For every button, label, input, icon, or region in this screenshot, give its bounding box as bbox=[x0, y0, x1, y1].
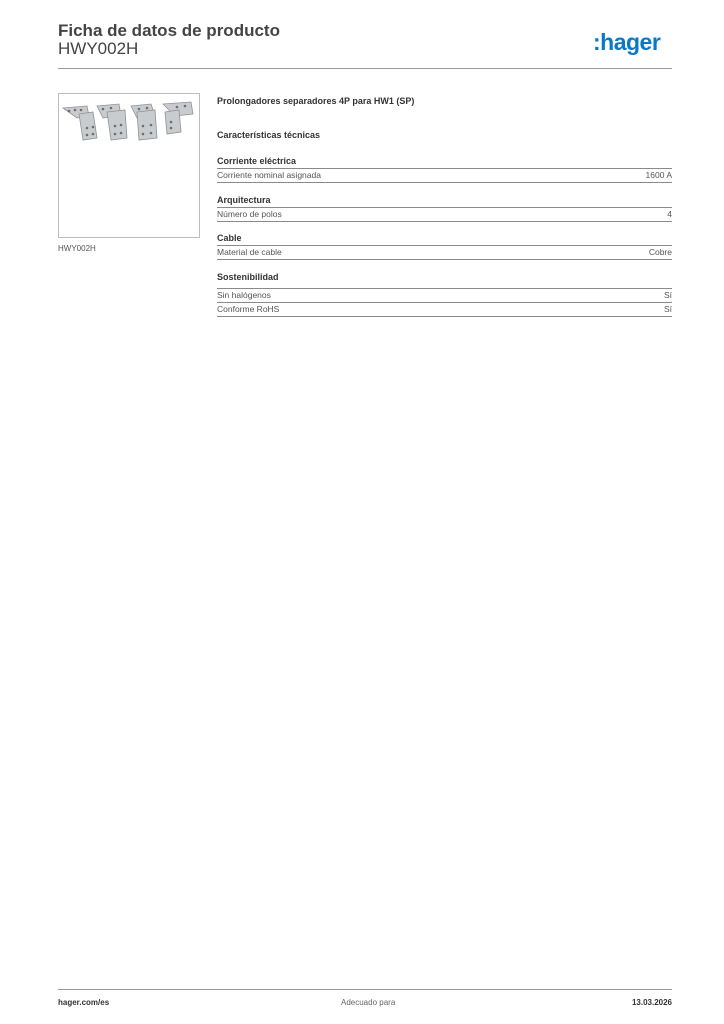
header-divider bbox=[58, 68, 672, 69]
hager-logo: :hager bbox=[593, 29, 661, 55]
technical-section-title: Características técnicas bbox=[217, 130, 321, 140]
row-divider bbox=[217, 259, 672, 260]
group-title-arquitectura: Arquitectura bbox=[217, 195, 271, 205]
image-caption: HWY002H bbox=[58, 244, 96, 253]
spec-label: Corriente nominal asignada bbox=[217, 170, 321, 180]
row-divider bbox=[217, 316, 672, 317]
row-divider bbox=[217, 221, 672, 222]
spec-value: Cobre bbox=[648, 247, 672, 257]
spec-row bbox=[217, 245, 672, 259]
spec-row bbox=[217, 168, 672, 182]
product-image bbox=[58, 93, 200, 238]
footer-suitable-for: Adecuado para bbox=[341, 998, 396, 1007]
spec-label: Material de cable bbox=[217, 247, 282, 257]
spec-label: Conforme RoHS bbox=[217, 304, 280, 314]
group-title-sostenibilidad: Sostenibilidad bbox=[217, 272, 279, 282]
spec-label: Número de polos bbox=[217, 209, 282, 219]
product-name: Prolongadores separadores 4P para HW1 (SP) bbox=[217, 96, 415, 106]
product-code: HWY002H bbox=[58, 39, 139, 58]
footer-divider bbox=[58, 989, 672, 990]
spec-row bbox=[217, 302, 672, 316]
spec-value: Sí bbox=[663, 290, 672, 300]
spec-row bbox=[217, 288, 672, 302]
group-title-cable: Cable bbox=[217, 233, 242, 243]
footer-date: 13.03.2026 bbox=[631, 998, 672, 1007]
spec-value: 1600 A bbox=[645, 170, 672, 180]
busbar-extensions-image bbox=[59, 94, 199, 237]
spec-row bbox=[217, 207, 672, 221]
spec-value: Sí bbox=[663, 304, 672, 314]
row-divider bbox=[217, 182, 672, 183]
spec-label: Sin halógenos bbox=[217, 290, 271, 300]
page-title: Ficha de datos de producto bbox=[58, 21, 280, 40]
group-title-corriente: Corriente eléctrica bbox=[217, 156, 297, 166]
footer-website-link[interactable]: hager.com/es bbox=[58, 998, 110, 1007]
spec-value: 4 bbox=[667, 209, 672, 219]
